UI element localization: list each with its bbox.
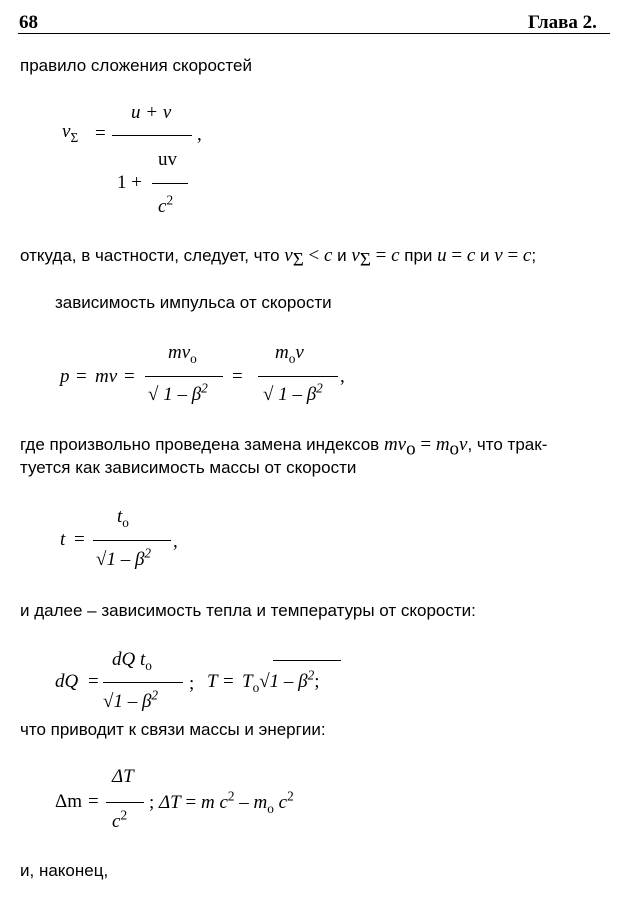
paragraph-finally: и, наконец,: [20, 861, 109, 880]
f2-eq2: =: [124, 366, 135, 387]
f2-radicand-2: 1 – β: [278, 384, 317, 405]
f1-fraction-bar: [112, 135, 192, 136]
page-number: 68: [19, 12, 38, 33]
f3-t: t: [60, 529, 66, 550]
f2-pow-1: 2: [201, 380, 208, 396]
paragraph-velocity-addition: правило сложения скоростей: [20, 56, 252, 75]
f4-sqrt-2: √: [259, 671, 270, 692]
paragraph-mass-energy: что приводит к связи массы и энергии:: [20, 720, 326, 739]
f5-pow2: 2: [287, 788, 294, 804]
f3-sqrt: √: [96, 549, 107, 570]
f4-T0: T: [242, 671, 253, 692]
f5-eq: =: [88, 791, 99, 812]
f2-sqrt-2: √: [263, 384, 274, 405]
f3-eq: =: [74, 529, 85, 550]
f2-num1-sub: o: [190, 350, 197, 366]
paragraph-index-replacement: где произвольно проведена замена индексов $mv_о = m_оv$, что трак-: [20, 434, 548, 460]
header-rule: [18, 33, 610, 34]
f1-inner-fraction-bar: [152, 183, 188, 184]
f2-num2-sub: o: [288, 350, 296, 366]
f2-num1: mv: [168, 342, 191, 363]
f1-lhs-var: v: [62, 121, 71, 142]
f2-radicand-1: 1 – β: [163, 384, 202, 405]
f2-mv: mv: [95, 366, 118, 387]
f5-eq2: =: [185, 792, 197, 813]
f4-sqrt-overline: [273, 660, 341, 661]
f5-den-c: c: [112, 811, 121, 832]
f1-inner-pow: 2: [166, 192, 174, 208]
f5-fraction-bar: [106, 802, 144, 803]
f5-pow1: 2: [227, 788, 235, 804]
f5-minus: –: [239, 792, 249, 813]
f3-num-t: t: [117, 506, 123, 527]
paragraph-heat-temperature: и далее – зависимость тепла и температуры от скорости:: [20, 601, 476, 620]
f5-m0-sub: o: [267, 800, 274, 816]
f2-fraction-bar-1: [145, 376, 223, 377]
f4-semicolon: ;: [189, 673, 195, 694]
f4-num-sub: o: [145, 657, 152, 673]
f4-pow-2: 2: [307, 667, 315, 683]
f1-inner-numerator: uv: [158, 149, 177, 170]
f1-comma: ,: [197, 124, 202, 145]
paragraph-momentum: зависимость импульса от скорости: [55, 293, 332, 312]
f2-pow-2: 2: [316, 380, 323, 396]
f5-mc: m c: [200, 792, 228, 813]
f2-sqrt-1: √: [148, 384, 159, 405]
chapter-title: Глава 2.: [528, 12, 597, 33]
f3-radicand: 1 – β: [106, 549, 145, 570]
f4-semicolon-2: ;: [314, 671, 320, 692]
f4-sqrt: √: [103, 691, 114, 712]
f1-inner-c: c: [158, 196, 167, 217]
f2-eq3: =: [232, 366, 243, 387]
f3-num-sub: o: [122, 514, 129, 530]
f4-eq2: =: [223, 671, 234, 692]
f2-eq1: =: [76, 366, 87, 387]
f4-radicand: 1 – β: [113, 691, 152, 712]
f4-fraction-bar: [103, 682, 183, 683]
f4-eq: =: [88, 671, 99, 692]
f1-lhs: [62, 121, 79, 145]
f4-T: T: [207, 671, 218, 692]
f4-pow: 2: [151, 687, 159, 703]
f4-radicand-2: 1 – β: [269, 671, 308, 692]
paragraph-index-replacement-line2: туется как зависимость массы от скорости: [20, 458, 357, 477]
f4-dq: dQ: [55, 671, 79, 692]
f2-end: ,: [340, 366, 345, 387]
f1-eq: =: [95, 123, 106, 144]
f3-end: ,: [173, 531, 178, 552]
f3-fraction-bar: [93, 540, 171, 541]
f4-numerator: dQ t: [112, 649, 146, 670]
f3-pow: 2: [144, 545, 152, 561]
f1-numerator: u + v: [131, 102, 172, 123]
f2-fraction-bar-2: [258, 376, 338, 377]
f5-dT: ΔT: [159, 792, 181, 813]
f2-num2-m: m: [275, 342, 289, 363]
f4-T0-sub: o: [252, 679, 260, 695]
f5-c: c: [278, 792, 288, 813]
paragraph-consequence: откуда, в частности, следует, что $v_\Sigma < c$ и $v_\Sigma = c$ при u = c и v = c;: [20, 245, 537, 271]
f5-semicolon: ;: [149, 792, 155, 813]
f5-m0: m: [253, 792, 268, 813]
f5-den-pow: 2: [120, 807, 128, 823]
f1-inner-one: 1 +: [117, 172, 142, 193]
f2-num2-v: v: [295, 342, 304, 363]
f2-p: p: [60, 366, 70, 387]
f5-numerator: ΔT: [112, 766, 134, 787]
f5-dm: Δm: [55, 791, 82, 812]
f1-lhs-sub: Σ: [70, 129, 79, 145]
